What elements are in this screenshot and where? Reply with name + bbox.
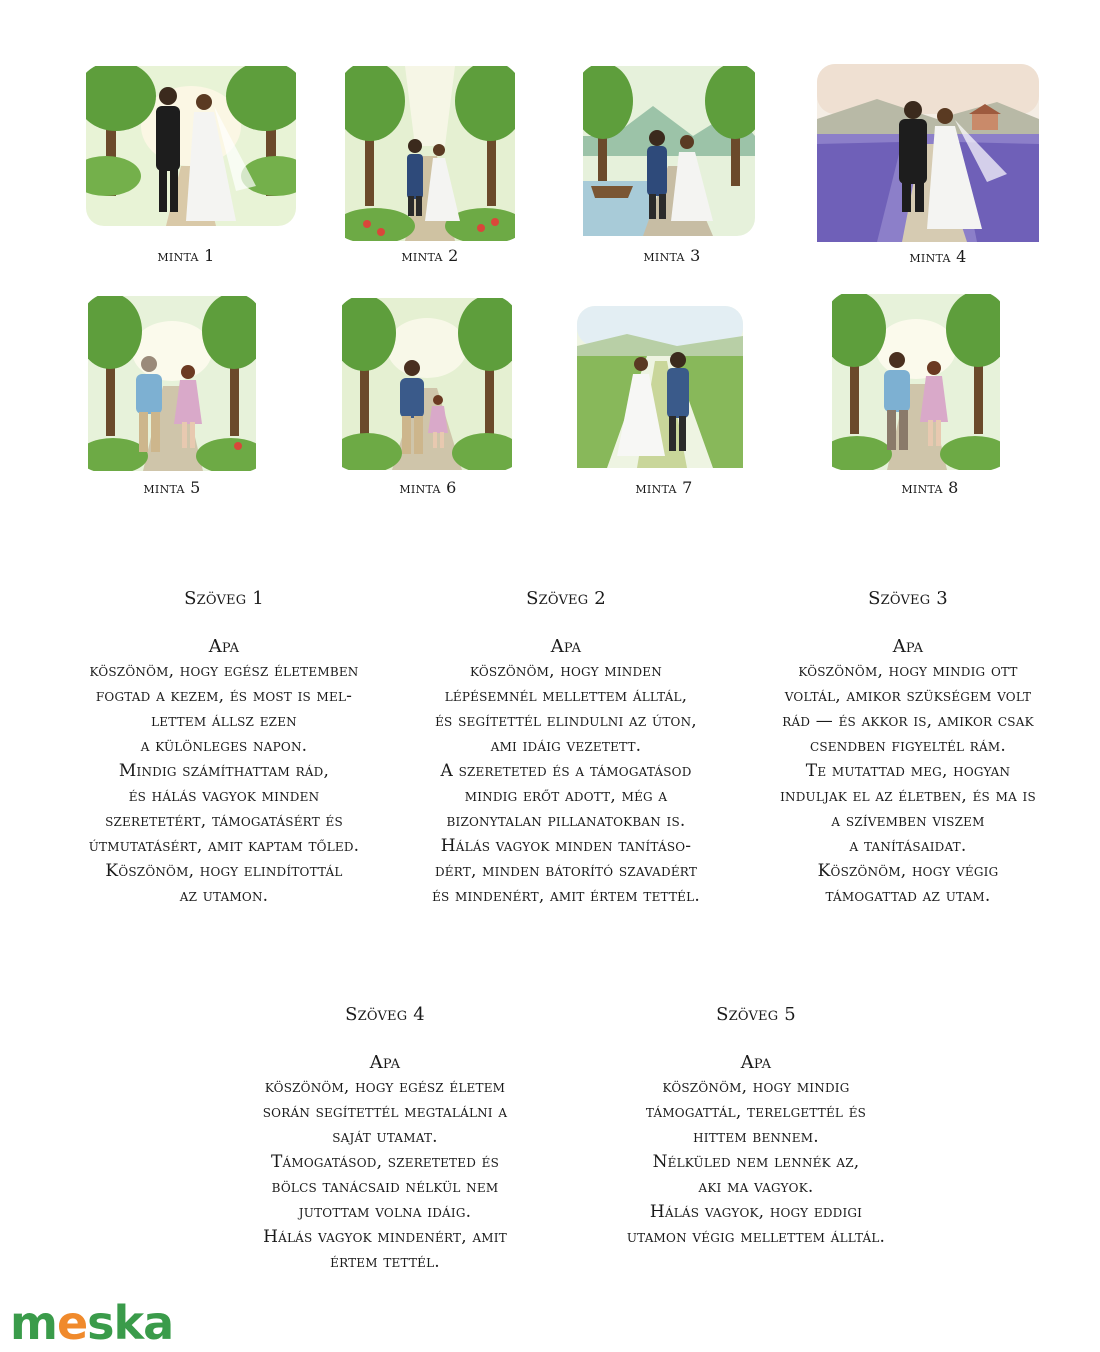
thumbnail-caption: minta 4 (909, 247, 967, 266)
text-variant-4 (215, 1002, 555, 1275)
text-line: csendben figyeltél rám. (809, 736, 1006, 756)
text-heading: Apa (740, 1052, 772, 1073)
thumbnail-3 (583, 66, 755, 236)
text-line: A szereteted és a támogatásod (440, 761, 692, 781)
thumbnail-caption: minta 2 (401, 246, 459, 265)
text-line: fogtad a kezem, és most is mel- (95, 686, 353, 706)
text-line: Nélküled nem lennék az, (652, 1152, 860, 1172)
text-line: köszönöm, hogy mindig (662, 1077, 850, 1097)
text-line: a különleges napon. (140, 736, 308, 756)
text-line: lépésemnél mellettem álltál, (444, 686, 688, 706)
text-variant-2 (396, 586, 736, 909)
thumbnail-2 (345, 66, 515, 241)
thumbnail-caption: minta 8 (901, 478, 959, 497)
text-heading: Apa (369, 1052, 401, 1073)
lake-couple-icon (583, 66, 755, 236)
thumbnail-caption: minta 5 (143, 478, 201, 497)
text-heading: Apa (208, 636, 240, 657)
text-line: köszönöm, hogy egész életem (264, 1077, 506, 1097)
text-title: Szöveg 1 (184, 588, 264, 609)
text-line: rád — és akkor is, amikor csak (782, 711, 1034, 731)
text-line: és segítettél elindulni az úton, (435, 711, 697, 731)
text-line: Köszönöm, hogy elindítottál (105, 861, 343, 881)
forest-father-daughter-icon (832, 294, 1000, 470)
thumbnail-7 (577, 306, 743, 468)
text-title: Szöveg 4 (345, 1004, 425, 1025)
text-line: és mindenért, amit értem tettél. (432, 886, 700, 906)
text-line: mindig erőt adott, még a (464, 786, 668, 806)
text-line: köszönöm, hogy mindig ott (798, 661, 1018, 681)
text-line: támogattál, terelgettél és (645, 1102, 867, 1122)
text-heading: Apa (892, 636, 924, 657)
thumbnail-caption: minta 3 (643, 246, 701, 265)
text-line: saját utamat. (332, 1127, 438, 1147)
thumbnail-4 (817, 64, 1039, 242)
text-title: Szöveg 3 (868, 588, 948, 609)
text-line: aki ma vagyok. (698, 1177, 814, 1197)
text-line: az utamon. (179, 886, 269, 906)
text-line: induljak el az életben, és ma is (780, 786, 1036, 806)
forest-father-daughter-icon (88, 296, 256, 471)
text-line: bizonytalan pillanatokban is. (446, 811, 686, 831)
thumbnail-caption: minta 1 (157, 246, 215, 265)
thumbnail-1 (86, 66, 296, 226)
text-line: Te mutattad meg, hogyan (805, 761, 1011, 781)
meska-logo: meska (10, 1296, 174, 1350)
lavender-couple-icon (817, 64, 1039, 242)
text-line: voltál, amikor szükségem volt (784, 686, 1032, 706)
vineyard-couple-icon (577, 306, 743, 468)
text-line: Támogatásod, szereteted és (270, 1152, 500, 1172)
thumbnail-caption: minta 7 (635, 478, 693, 497)
text-title: Szöveg 5 (716, 1004, 796, 1025)
text-line: hittem bennem. (693, 1127, 819, 1147)
text-line: támogattad az utam. (825, 886, 991, 906)
text-line: Hálás vagyok minden tanításo- (440, 836, 692, 856)
thumbnail-caption: minta 6 (399, 478, 457, 497)
text-variant-1 (54, 586, 394, 909)
forest-couple-icon (345, 66, 515, 241)
thumbnail-grid (0, 0, 1100, 520)
text-line: utamon végig mellettem álltál. (626, 1227, 886, 1247)
forest-couple-icon (86, 66, 296, 226)
text-variant-3 (738, 586, 1078, 909)
thumbnail-6 (342, 298, 512, 470)
text-line: jutottam volna idáig. (298, 1202, 472, 1222)
text-line: Mindig számíthattam rád, (118, 761, 330, 781)
text-line: dért, minden bátorító szavadért (434, 861, 698, 881)
text-line: szeretetért, támogatásért és (105, 811, 343, 831)
text-title: Szöveg 2 (526, 588, 606, 609)
forest-father-child-icon (342, 298, 512, 470)
text-line: Köszönöm, hogy végig (817, 861, 999, 881)
text-line: bölcs tanácsaid nélkül nem (271, 1177, 499, 1197)
thumbnail-8 (832, 294, 1000, 470)
text-line: lettem állsz ezen (151, 711, 297, 731)
text-line: köszönöm, hogy minden (470, 661, 662, 681)
thumbnail-5 (88, 296, 256, 471)
text-line: a szívemben viszem (831, 811, 985, 831)
text-variant-5 (586, 1002, 926, 1250)
text-line: köszönöm, hogy egész életemben (89, 661, 359, 681)
text-heading: Apa (550, 636, 582, 657)
text-line: és hálás vagyok minden (128, 786, 320, 806)
text-line: értem tettél. (330, 1252, 440, 1272)
text-line: a tanításaidat. (849, 836, 967, 856)
text-line: Hálás vagyok, hogy eddigi (649, 1202, 863, 1222)
text-line: Hálás vagyok mindenért, amit (263, 1227, 507, 1247)
text-line: ami idáig vezetett. (490, 736, 642, 756)
text-line: útmutatásért, amit kaptam tőled. (88, 836, 360, 856)
text-line: során segítettél megtalálni a (262, 1102, 508, 1122)
